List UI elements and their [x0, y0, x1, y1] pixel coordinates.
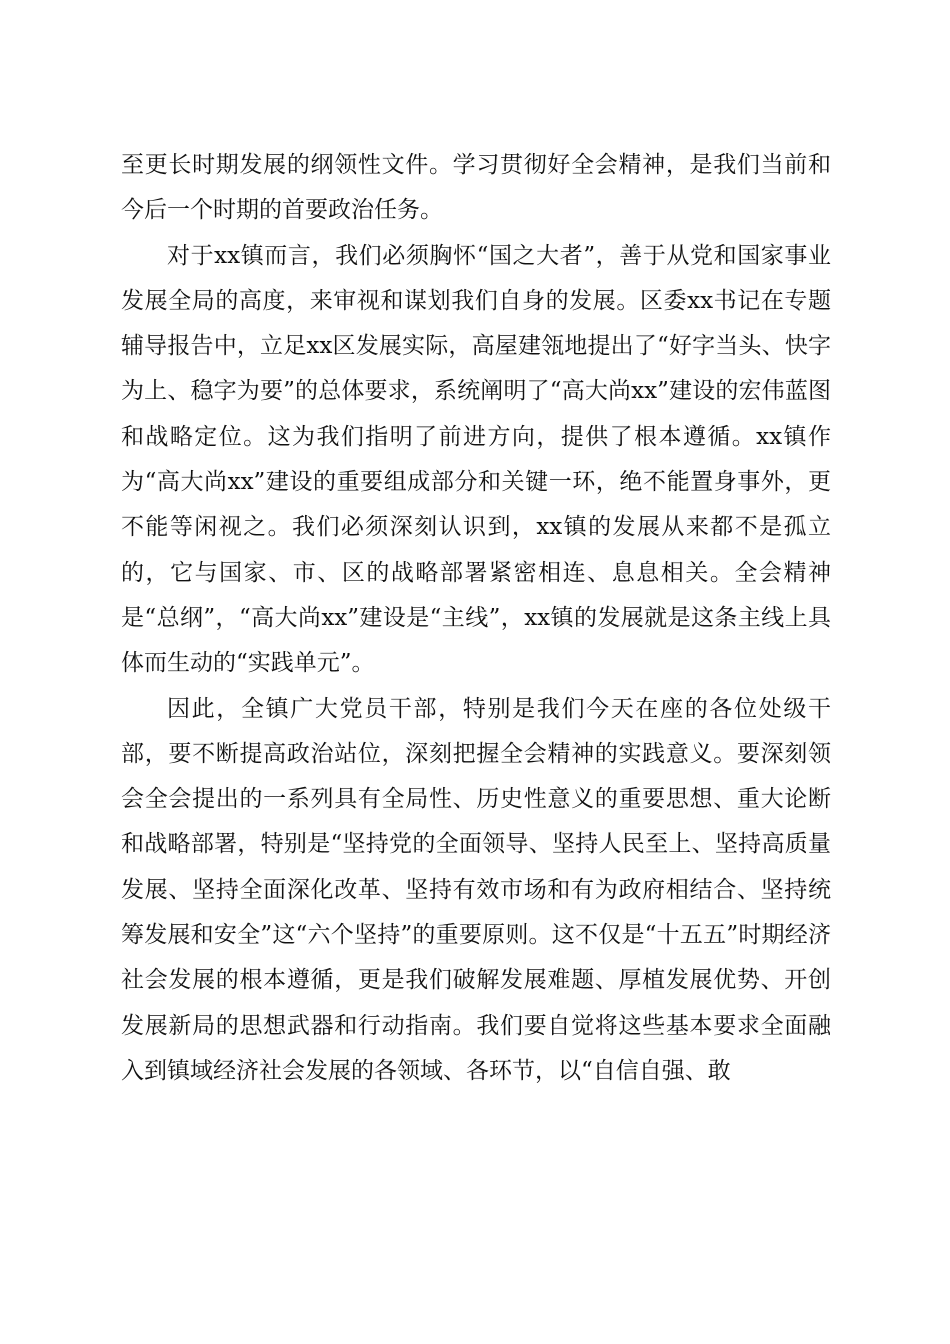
paragraph-2: 对于xx镇而言，我们必须胸怀“国之大者”，善于从党和国家事业发展全局的高度，来审视和谋划我们自身的发展。区委xx书记在专题辅导报告中，立足xx区发展实际，高屋建瓴地提出了“好字当头、快字为上、稳字为要”的总体要求，系统阐明了“高大尚xx”建设的宏伟蓝图和战略定位。这为我们指明了前进方向，提供了根本遵循。xx镇作为“高大尚xx”建设的重要组成部分和关键一环，绝不能置身事外，更不能等闲视之。我们必须深刻认识到，xx镇的发展从来都不是孤立的，它与国家、市、区的战略部署紧密相连、息息相关。全会精神是“总纲”，“高大尚xx”建设是“主线”，xx镇的发展就是这条主线上具体而生动的“实践单元”。: [121, 242, 831, 677]
paragraph-3: 因此，全镇广大党员干部，特别是我们今天在座的各位处级干部，要不断提高政治站位，深刻把握全会精神的实践意义。要深刻领会全会提出的一系列具有全局性、历史性意义的重要思想、重大论断和战略部署，特别是“坚持党的全面领导、坚持人民至上、坚持高质量发展、坚持全面深化改革、坚持有效市场和有为政府相结合、坚持统筹发展和安全”这“六个坚持”的重要原则。这不仅是“十五五”时期经济社会发展的根本遵循，更是我们破解发展难题、厚植发展优势、开创发展新局的思想武器和行动指南。我们要自觉将这些基本要求全面融入到镇域经济社会发展的各领域、各环节，以“自信自强、敢: [121, 695, 831, 1084]
document-body: [121, 143, 831, 1094]
paragraph-1: 至更长时期发展的纲领性文件。学习贯彻好全会精神，是我们当前和今后一个时期的首要政治任务。: [121, 152, 831, 224]
